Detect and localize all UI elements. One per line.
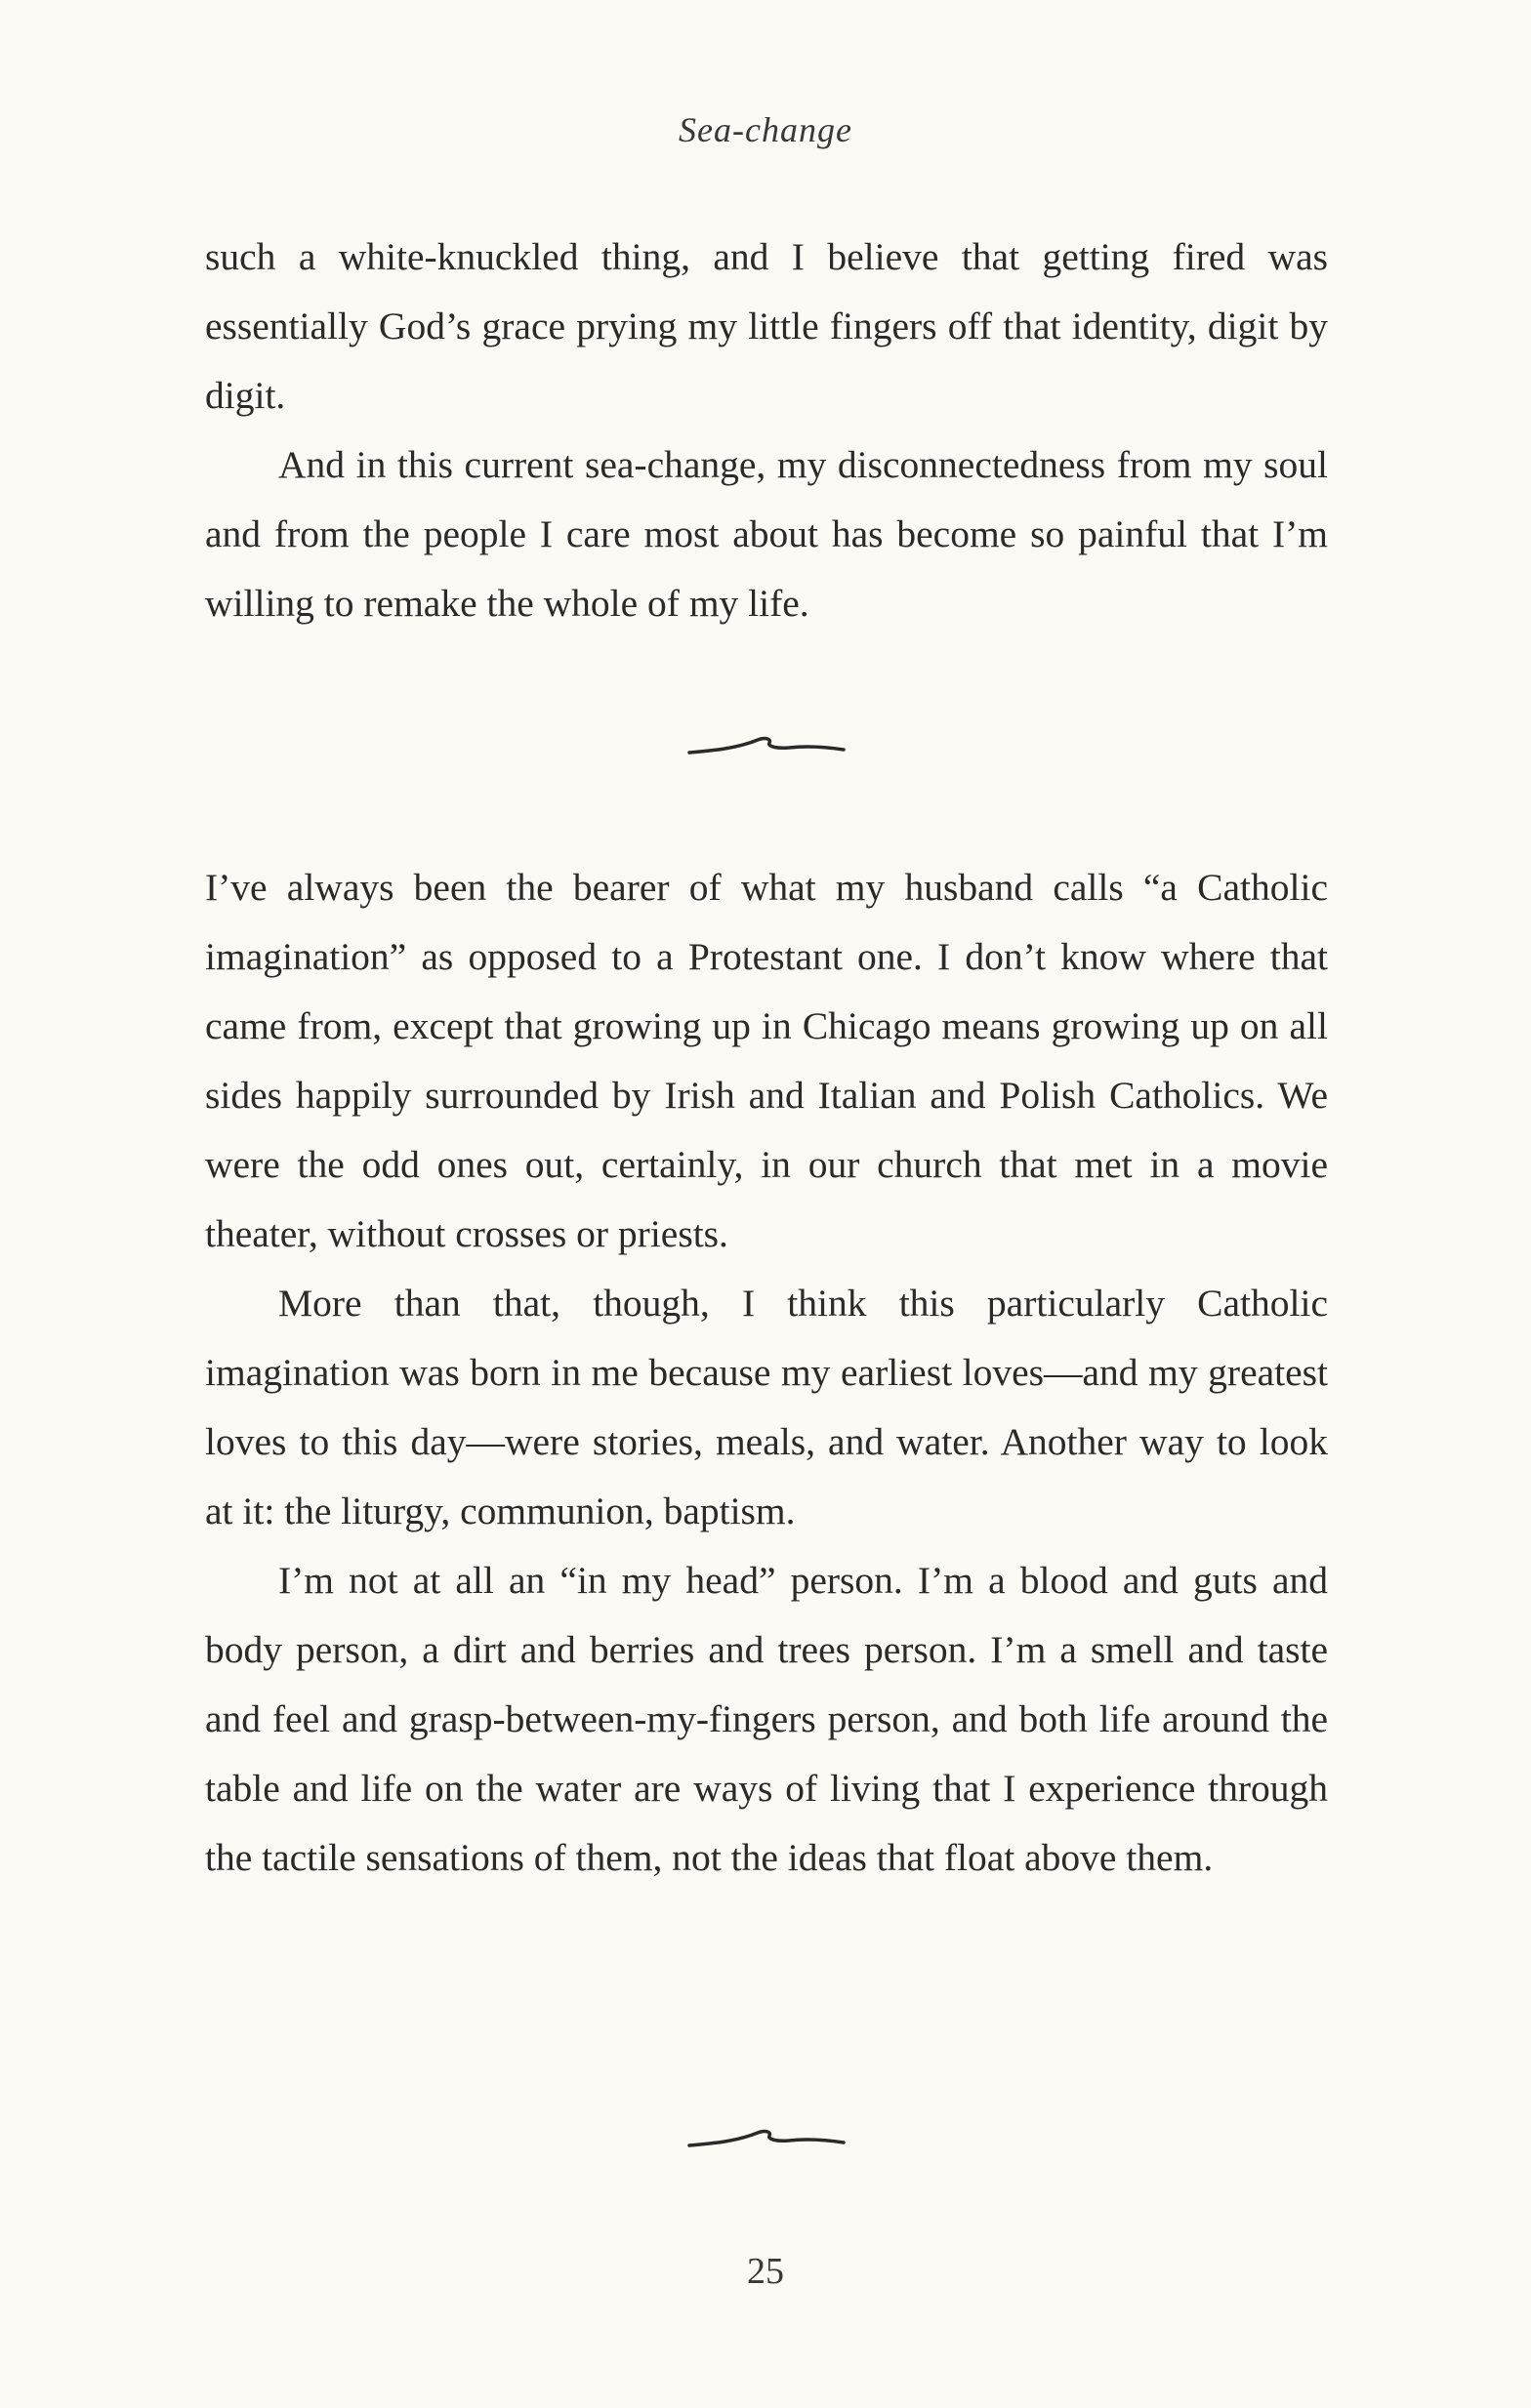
paragraph: And in this current sea-change, my disconnectedness from my soul and from the people I care most about has become so painful that I’m willing to remake the whole of my life. — [205, 443, 1328, 625]
running-head: Sea-change — [679, 110, 852, 149]
text-section-1 — [205, 223, 1328, 638]
paragraph: More than that, though, I think this particularly Catholic imagination was born in me because my earliest loves—and my greatest loves to this day—were stories, meals, and water. Another way to look at it: the liturgy, communion, baptism. — [205, 1282, 1328, 1532]
paragraph: I’ve always been the bearer of what my husband calls “a Catholic imagination” as opposed to a Protestant one. I don’t know where that came from, except that growing up in Chicago means growing up on all sides happily surrounded by Irish and Italian and Polish Catholics. We were the odd ones out, certainly, in our church that met in a movie theater, without crosses or priests. — [205, 866, 1328, 1255]
paragraph: such a white-knuckled thing, and I believe that getting fired was essentially God’s grace prying my little fingers off that identity, digit by digit. — [205, 235, 1328, 417]
page-number: 25 — [747, 2251, 784, 2292]
wave-ornament-icon — [0, 2120, 1531, 2159]
wave-ornament-icon — [0, 727, 1531, 766]
paragraph: I’m not at all an “in my head” person. I’m a blood and guts and body person, a dirt and berries and trees person. I’m a smell and taste and feel and grasp-between-my-fingers person, and both life around the table and life on the water are ways of living that I experience through the tactile sensations of them, not the ideas that float above them. — [205, 1559, 1328, 1879]
text-section-2 — [205, 853, 1328, 1893]
